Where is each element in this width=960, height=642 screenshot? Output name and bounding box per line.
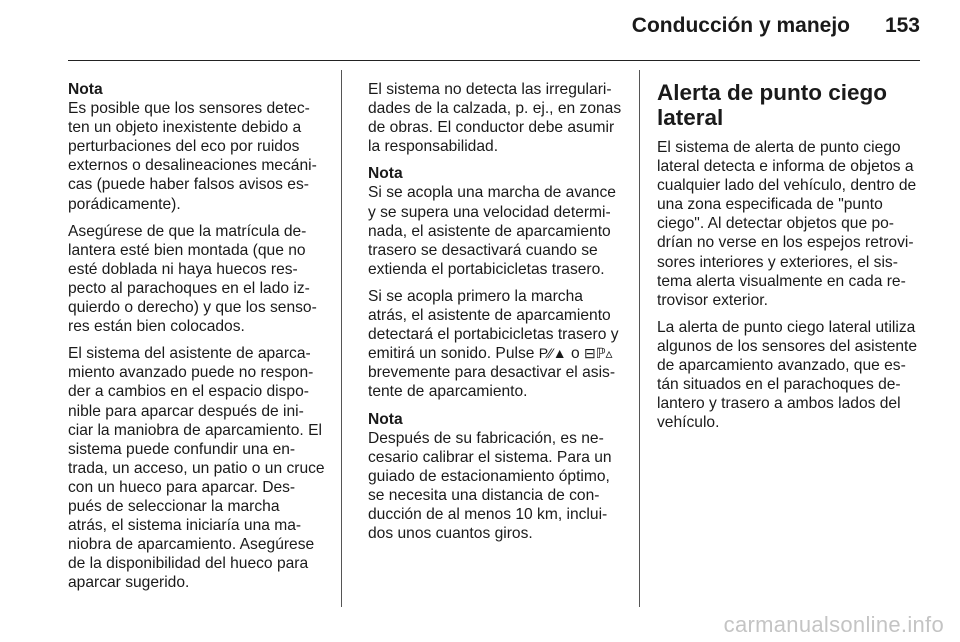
note-text: Después de su fabricación, es ne- cesario calibrar el sistema. Para un guiado de estacionamiento óptimo, se necesita una distancia de con- ducción de al menos 10 km, inclui- dos unos cuantos giros. (368, 429, 612, 543)
column-1 (68, 80, 330, 600)
note-text: Es posible que los sensores detec- ten un objeto inexistente debido a perturbaciones del eco por ruidos externos o desalineaciones mecáni- cas (puede haber falsos avisos es- porádicamente). (68, 100, 317, 213)
note-text: Si se acopla una marcha de avance y se supera una velocidad determi- nada, el asistente de aparcamiento trasero se desactivará cuando se extienda el portabicicletas trasero. (368, 184, 616, 278)
parking-assist-button-icon: P⁄⁄▲ (538, 345, 567, 362)
paragraph: El sistema del asistente de aparca- miento avanzado puede no respon- der a cambios en el espacio dispo- nible para aparcar después de ini- ciar la maniobra de aparcamiento. El sistema puede confundir una en- trada, un acceso, un patio o un cruce con un hueco para aparcar. Des- pués de seleccionar la marcha atrás, el sistema iniciaría una ma- niobra de aparcamiento. Asegúrese de la disponibilidad del hueco para aparcar sugerido. (68, 345, 325, 592)
section-heading: Alerta de punto ciego lateral (657, 80, 888, 130)
watermark: carmanualsonline.info (723, 612, 944, 637)
paragraph: El sistema de alerta de punto ciego lateral detecta e informa de objetos a cualquier lado del vehículo, dentro de una zona especificada de "punto ciego". Al detectar objetos que po- drían no verse en los espejos retrovi- sores interiores y exteriores, el sis- tema alerta visualmente en cada re- trovisor exterior. (657, 139, 917, 309)
header-rule (68, 60, 920, 61)
page-number: 153 (884, 14, 920, 37)
paragraph-text: o (566, 345, 584, 363)
column-divider-1 (341, 70, 342, 607)
paragraph: La alerta de punto ciego lateral utiliza algunos de los sensores del asistente de aparcamiento avanzado, que es- tán situados en el parachoques de- lantero y trasero a ambos lados del vehículo. (657, 318, 918, 432)
paragraph: Asegúrese de que la matrícula de- lantera esté bien montada (que no esté doblada ni haya huecos res- pecto al parachoques en el lado iz- quierdo o derecho) y que los senso- res están bien colocados. (68, 222, 317, 336)
column-2 (368, 80, 626, 551)
note-label: Nota (68, 81, 103, 98)
paragraph-text: brevemente para desactivar el asis- tente de aparcamiento. (368, 364, 616, 401)
paragraph-with-symbols (368, 287, 626, 402)
note-label: Nota (368, 410, 403, 428)
section-title: Conducción y manejo (631, 14, 850, 37)
paragraph-text: Si se acopla primero la marcha atrás, el asistente de aparcamiento detectará el portabicicletas trasero y emitirá un sonido. Pulse (368, 287, 619, 363)
note-label: Nota (368, 165, 403, 183)
column-divider-2 (639, 70, 640, 607)
column-3 (657, 80, 922, 440)
park-assist-off-icon: ⊟ℙ▵ (583, 345, 613, 362)
paragraph: El sistema no detecta las irregulari- dades de la calzada, p. ej., en zonas de obras. El conductor debe asumir la responsabilidad. (368, 81, 622, 156)
